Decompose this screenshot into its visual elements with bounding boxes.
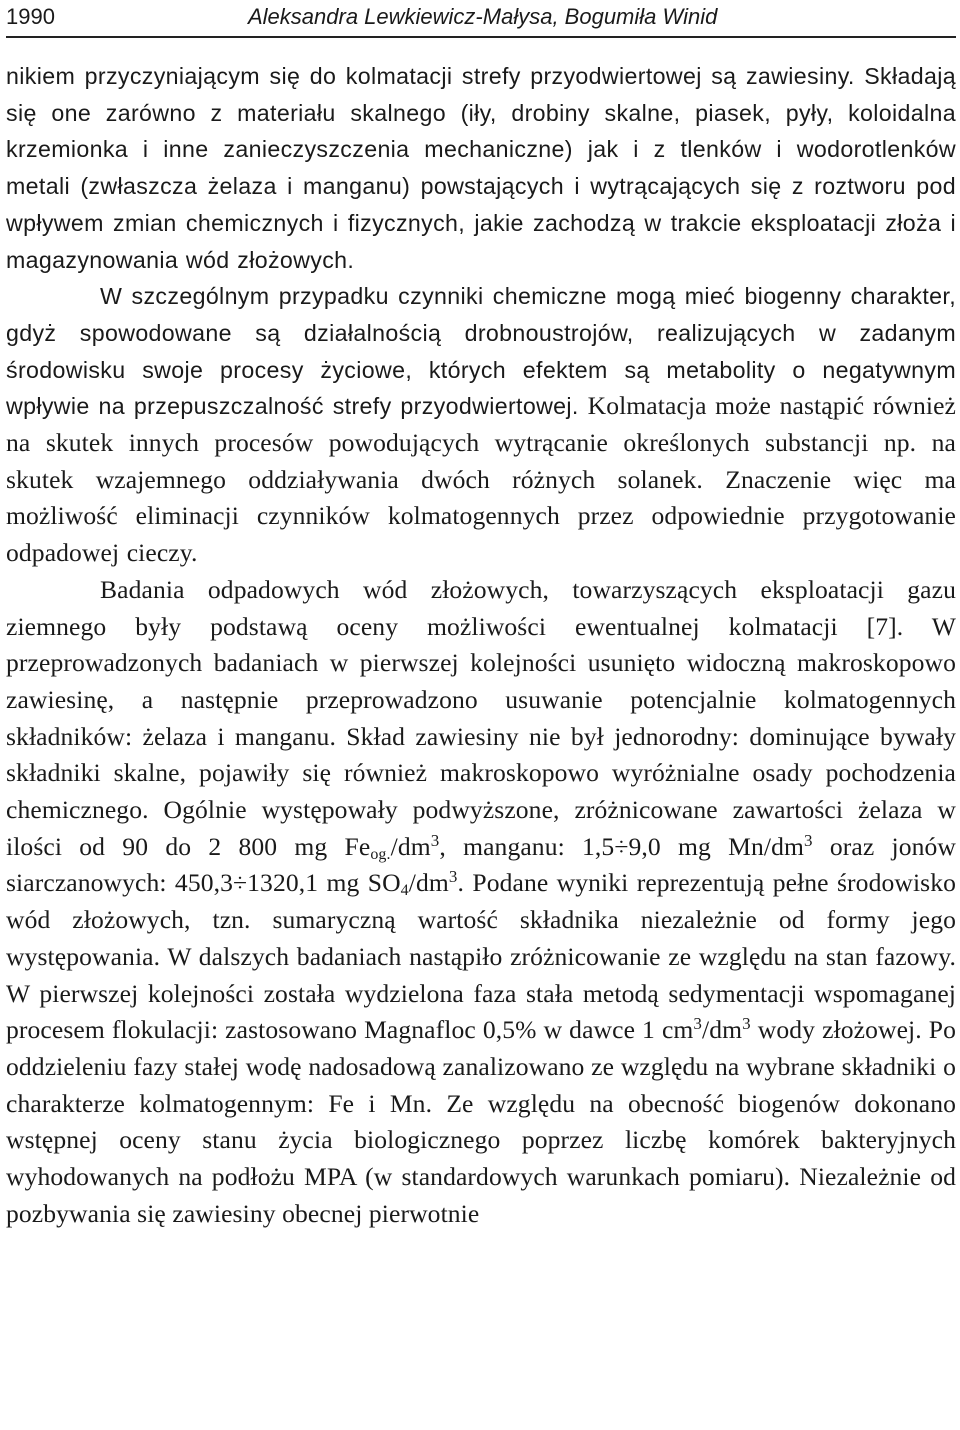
superscript-3: 3	[430, 830, 440, 850]
paragraph-2-serif-part: Kolmatacja może nastąpić również na skutek innych procesów powodujących wytrącanie określonych substancji np. na skutek wzajemnego oddziaływania dwóch różnych solanek. Znaczenie więc ma możliwość eliminacji czynników kolmatogennych przez odpowiednie przygotowanie odpadowej cieczy.	[6, 391, 956, 568]
subscript-og: og.	[370, 845, 391, 863]
subscript-4: 4	[400, 882, 409, 900]
paragraph-1: nikiem przyczyniającym się do kolmatacji strefy przyodwiertowej są zawiesiny. Składają się one zarówno z materiału skalnego (iły, drobiny skalne, piasek, pyły, koloidalna krzemionka i inne zanieczyszczenia mechaniczne) jak i z tlenków i wodorotlenków metali (zwłaszcza żelaza i manganu) powstających i wytrącających się z roztworu pod wpływem zmian chemicznych i fizycznych, jakie zachodzą w trakcie eksploatacji złoża i magazynowania wód złożowych.	[6, 63, 956, 273]
paragraph-2	[6, 278, 956, 572]
paragraph-3	[6, 572, 956, 1233]
body-text	[6, 58, 956, 1233]
paragraph-3-text-b: /dm	[390, 831, 431, 861]
superscript-3: 3	[804, 830, 813, 850]
superscript-3: 3	[742, 1014, 751, 1034]
page-number: 1990	[6, 4, 55, 29]
superscript-3: 3	[448, 867, 458, 887]
page-header	[6, 0, 956, 38]
paragraph-2-sans-part: W szczególnym przypadku czynniki chemiczne mogą mieć biogenny charakter, gdyż spowodowane są działalnością drobnoustrojów, realizujących w zadanym środowisku swoje procesy życiowe, których efektem są metabolity o negatywnym wpływie na przepuszczalność strefy przyodwiertowej.	[6, 283, 956, 420]
paragraph-3-text-e: /dm	[408, 868, 449, 898]
paragraph-3-text-a: Badania odpadowych wód złożowych, towarzyszących eksploatacji gazu ziemnego były podstawą oceny możliwości ewentualnej kolmatacji [7]. W przeprowadzonych badaniach w pierwszej kolejności usunięto widoczną makroskopowo zawiesinę, a następnie przeprowadzono usuwanie potencjalnie kolmatogennych składników: żelaza i manganu. Skład zawiesiny nie był jednorodny: dominujące bywały składniki skalne, pojawiły się również makroskopowo wyróżnialne osady pochodzenia chemicznego. Ogólnie występowały podwyższone, zróżnicowane zawartości żelaza w ilości od 90 do 2 800 mg Fe	[6, 574, 956, 861]
document-page	[6, 0, 956, 1233]
running-head-authors: Aleksandra Lewkiewicz-Małysa, Bogumiła Winid	[248, 4, 718, 29]
paragraph-3-text-f: . Podane wyniki reprezentują pełne środowisko wód złożowych, tzn. sumaryczną wartość składnika niezależnie od formy jego występowania. W dalszych badaniach nastąpiło zróżnicowanie ze względu na stan fazowy. W pierwszej kolejności została wydzielona faza stała metodą sedymentacji wspomaganej procesem flokulacji: zastosowano Magnafloc 0,5% w dawce 1 cm	[6, 868, 957, 1045]
paragraph-3-text-g: /dm	[702, 1015, 743, 1045]
paragraph-3-text-h: wody złożowej. Po oddzieleniu fazy stałej wodę nadosadową zanalizowano ze względu na wybrane składniki o charakterze kolmatogennym: Fe i Mn. Ze względu na obecność biogenów dokonano wstępnej oceny stanu życia biologicznego poprzez liczbę komórek bakteryjnych wyhodowanych na podłożu MPA (w standardowych warunkach pomiaru). Niezależnie od pozbywania się zawiesiny obecnej pierwotnie	[6, 1015, 956, 1228]
superscript-3: 3	[693, 1014, 703, 1034]
paragraph-3-text-d: oraz jonów siarczanowych: 450,3÷1320,1 mg SO	[6, 831, 956, 898]
paragraph-3-text-c: , manganu: 1,5÷9,0 mg Mn/dm	[439, 831, 804, 861]
